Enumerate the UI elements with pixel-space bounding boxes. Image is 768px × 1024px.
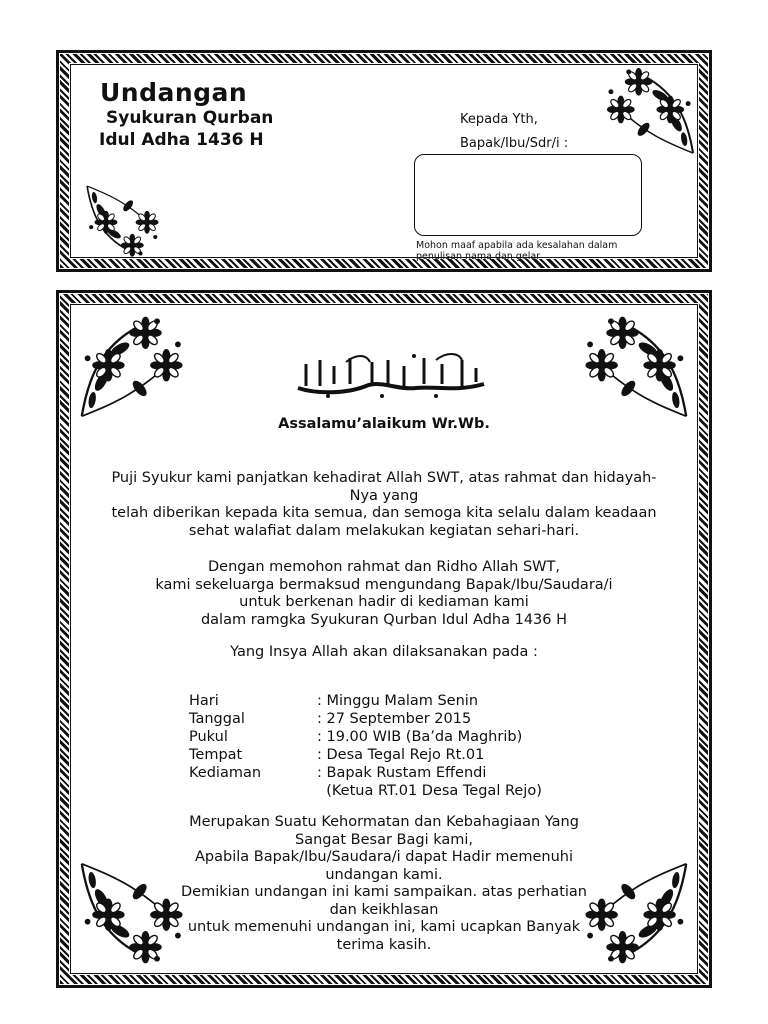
recipient-label: Bapak/Ibu/Sdr/i : — [460, 136, 569, 151]
recipient-name-box[interactable] — [414, 154, 642, 236]
detail-label: Pukul — [189, 729, 228, 745]
detail-label — [189, 782, 317, 800]
detail-value: : Desa Tegal Rejo Rt.01 — [317, 747, 485, 763]
bismillah-calligraphy-icon — [286, 350, 496, 406]
envelope-label-card — [56, 50, 712, 272]
opening-paragraph: Puji Syukur kami panjatkan kehadirat Allah SWT, atas rahmat dan hidayah- Nya yang telah diberikan kepada kita semua, dan semoga kita selalu dalam keadaan sehat walafiat dalam melakukan kegiatan sehari-hari. — [111, 470, 657, 539]
detail-row — [189, 692, 542, 710]
floral-corner-ornament-icon — [76, 182, 168, 260]
floral-corner-ornament-icon — [582, 312, 692, 422]
closing-paragraph: Merupakan Suatu Kehormatan dan Kebahagiaan Yang Sangat Besar Bagi kami, Apabila Bapak/Ibu/Saudara/i dapat Hadir memenuhi undangan kami. Demikian undangan ini kami sampaikan. atas perhatian dan keikhlasan untuk memenuhi undangan ini, kami ucapkan Banyak terima kasih. — [181, 814, 587, 953]
invitation-title: Undangan — [100, 78, 248, 107]
detail-label: Kediaman — [189, 765, 262, 781]
detail-value: (Ketua RT.01 Desa Tegal Rejo) — [317, 783, 542, 799]
event-subtitle-year: Idul Adha 1436 H — [99, 130, 264, 150]
recipient-salutation: Kepada Yth, — [460, 112, 538, 127]
event-subtitle: Syukuran Qurban — [106, 108, 274, 128]
floral-corner-ornament-icon — [76, 312, 186, 422]
detail-row — [189, 764, 542, 782]
detail-row — [189, 782, 542, 800]
detail-label: Tanggal — [189, 711, 245, 727]
invitation-body-card — [56, 290, 712, 988]
detail-value: : 19.00 WIB (Ba’da Maghrib) — [317, 729, 523, 745]
detail-row — [189, 746, 542, 764]
invitation-paragraph: Dengan memohon rahmat dan Ridho Allah SWT, kami sekeluarga bermaksud mengundang Bapak/Ibu/Saudara/i untuk berkenan hadir di kediaman kami dalam ramgka Syukuran Qurban Idul Adha 1436 H — [155, 559, 613, 628]
event-details — [189, 692, 542, 800]
detail-value: : 27 September 2015 — [317, 711, 472, 727]
detail-label: Hari — [189, 693, 219, 709]
schedule-intro: Yang Insya Allah akan dilaksanakan pada : — [230, 644, 538, 660]
floral-corner-ornament-icon — [604, 64, 698, 158]
detail-value: : Bapak Rustam Effendi — [317, 765, 487, 781]
detail-row — [189, 728, 542, 746]
apology-note: Mohon maaf apabila ada kesalahan dalam penulisan nama dan gelar — [416, 240, 618, 262]
detail-value: : Minggu Malam Senin — [317, 693, 479, 709]
greeting: Assalamu’alaikum Wr.Wb. — [278, 416, 490, 432]
detail-row — [189, 710, 542, 728]
detail-label: Tempat — [189, 747, 243, 763]
